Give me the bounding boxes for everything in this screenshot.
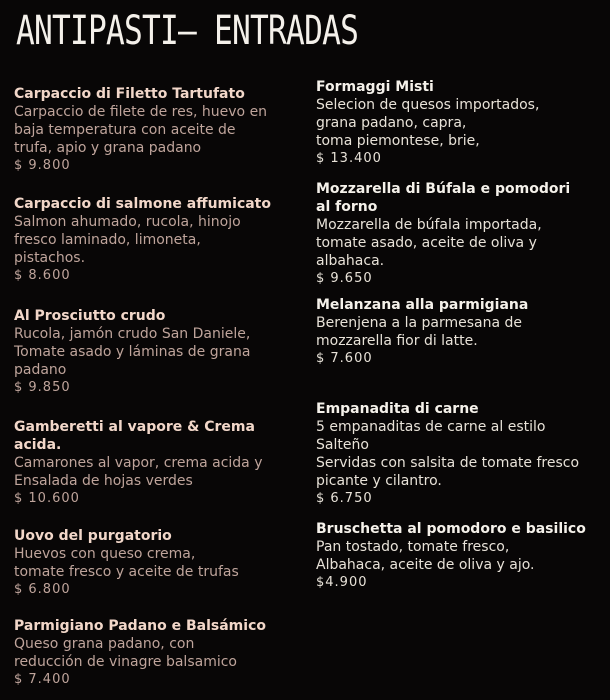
menu-item [14,617,304,689]
menu-item [14,85,304,175]
menu-item-description: Camarones al vapor, crema acida y Ensalada de hojas verdes [14,455,263,489]
menu-item-price: $ 7.400 [14,672,71,687]
menu-item [14,418,304,508]
menu-item-description: Queso grana padano, con reducción de vinagre balsamico [14,636,237,670]
menu-item [14,195,304,285]
menu-item [316,296,606,368]
menu-item-description: Carpaccio de filete de res, huevo en baja temperatura con aceite de trufa, apio y grana padano [14,104,268,156]
menu-item [14,527,304,599]
menu-item [316,180,606,288]
menu-item [316,520,606,592]
menu-item-name: Empanadita di carne [316,401,479,417]
menu-item-description: Mozzarella de búfala importada, tomate asado, aceite de oliva y albahaca. [316,217,542,269]
menu-item-name: Carpaccio di salmone affumicato [14,196,271,212]
menu-item-description: Rucola, jamón crudo San Daniele, Tomate asado y láminas de grana padano [14,326,251,378]
menu-item-name: Parmigiano Padano e Balsámico [14,618,266,634]
menu-item-name: Mozzarella di Búfala e pomodori al forno [316,181,571,215]
menu-item-price: $ 7.600 [316,351,373,366]
menu-item-name: Formaggi Misti [316,79,434,95]
menu-item-price: $ 8.600 [14,268,71,283]
menu-item-name: Bruschetta al pomodoro e basilico [316,521,586,537]
menu-item [316,400,606,508]
menu-item [316,78,606,168]
menu-item-price: $ 9.850 [14,380,71,395]
menu-section-title: ANTIPASTI— ENTRADAS [16,8,359,54]
menu-item-description: Salmon ahumado, rucola, hinojo fresco laminado, limoneta, pistachos. [14,214,241,266]
menu-item-price: $4.900 [316,575,368,590]
menu-item-name: Carpaccio di Filetto Tartufato [14,86,245,102]
menu-item-price: $ 9.650 [316,271,373,286]
menu-item-description: Huevos con queso crema, tomate fresco y aceite de trufas [14,546,239,580]
menu-item-name: Uovo del purgatorio [14,528,172,544]
menu-item-description: Pan tostado, tomate fresco, Albahaca, aceite de oliva y ajo. [316,539,535,573]
menu-item-description: Berenjena a la parmesana de mozzarella fior di latte. [316,315,523,349]
menu-item-name: Al Prosciutto crudo [14,308,166,324]
menu-item-price: $ 13.400 [316,151,382,166]
menu-item [14,307,304,397]
menu-item-price: $ 6.800 [14,582,71,597]
menu-item-description: 5 empanaditas de carne al estilo Salteño Servidas con salsita de tomate fresco picante y cilantro. [316,419,580,489]
menu-item-price: $ 10.600 [14,491,80,506]
menu-item-name: Melanzana alla parmigiana [316,297,529,313]
menu-item-description: Selecion de quesos importados, grana padano, capra, toma piemontese, brie, [316,97,540,149]
menu-item-name: Gamberetti al vapore & Crema acida. [14,419,255,453]
menu-item-price: $ 6.750 [316,491,373,506]
menu-item-price: $ 9.800 [14,158,71,173]
